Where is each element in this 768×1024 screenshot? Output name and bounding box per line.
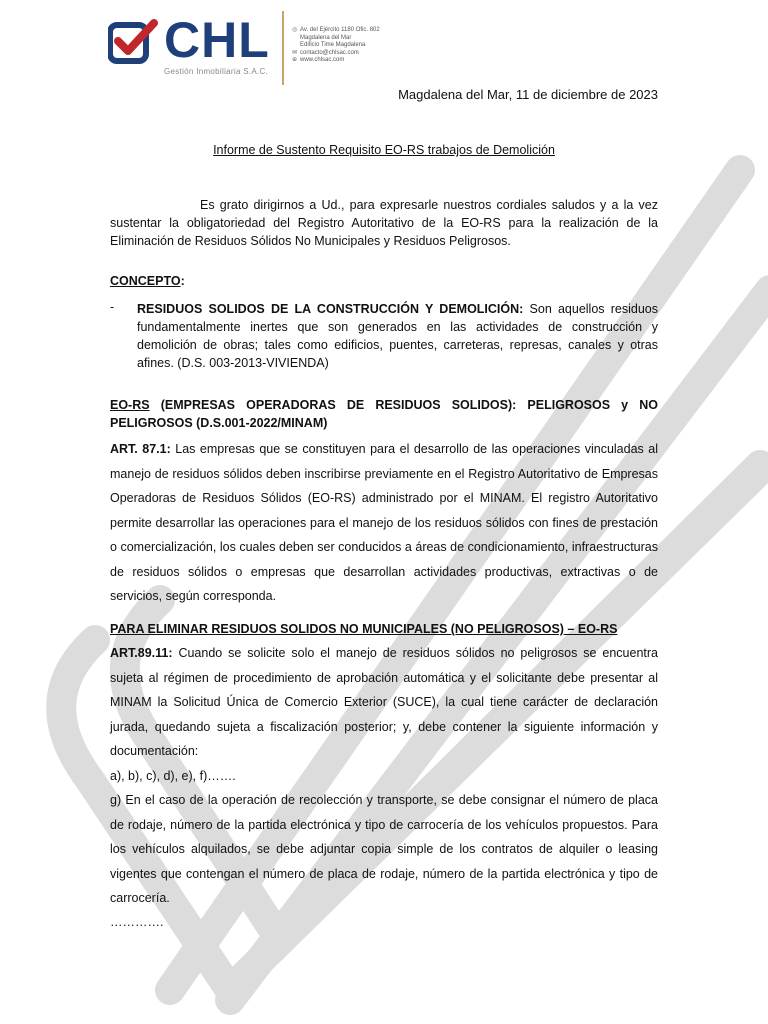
contact-address: ◎ Av. del Ejército 1180 Ofic. 802 [292,27,380,33]
section-heading-no-peligrosos: PARA ELIMINAR RESIDUOS SOLIDOS NO MUNICIPALES (NO PELIGROSOS) – EO-RS [110,622,618,636]
contact-building: Edificio Time Magdalena [300,42,366,49]
date-line: Magdalena del Mar, 11 de diciembre de 2023 [398,87,658,102]
article-87-1: ART. 87.1: Las empresas que se constituyen para el desarrollo de las operaciones vinculadas al manejo de residuos sólidos deben inscribirse previamente en el Registro Autoritativo de Empresas Operadoras de Residuos Sólidos (EO-RS) administrado por el MINAM. El registro Autoritativo permite desarrollar las operaciones para el manejo de los residuos sólidos con fines de prestación o comercialización, los cuales deben ser conducidos a áreas de condicionamiento, infraestructuras de residuos sólidos o empresas que desarrollan actividades productivas, extractivas o de servicios, según corresponda. [110,442,659,603]
concept-definition: RESIDUOS SOLIDOS DE LA CONSTRUCCIÓN Y DEMOLICIÓN: Son aquellos residuos fundamentalmente inertes que son generados en las actividades de construcción y demolición de obras; tales como edificios, puentes, carreteras, represas, canales y otras afines. (D.S. 003-2013-VIVIENDA) [137,302,658,370]
check-logo-icon [108,19,160,65]
location-icon: ◎ [292,27,298,33]
ellipsis-line: …………. [110,915,164,929]
item-g: g) En el caso de la operación de recolección y transporte, se debe consignar el número de placa de rodaje, número de la partida electrónica y tipo de carrocería de los vehículos propuestos. Para los vehículos alquilados, se debe adjuntar copia simple de los contratos de alquiler o leasing vigentes que contengan el número de placa de rodaje, número de la partida electrónica y tipo de carrocería. [110,793,658,905]
intro-paragraph: Es grato dirigirnos a Ud., para expresarle nuestros cordiales saludos y a la vez sustentar la obligatoriedad del Registro Autoritativo de la EO-RS para la realización de la Eliminación de Residuos Sólidos No Municipales y Residuos Peligrosos. [110,198,658,248]
article-89-11: ART.89.11: Cuando se solicite solo el manejo de residuos sólidos no peligrosos se encuentra sujeta al régimen de procedimiento de aprobación automática y el solicitante debe presentar al MINAM la Solicitud Única de Comercio Exterior (SUCE), la cual tiene carácter de declaración jurada, quedando sujeta a fiscalización posterior; y, debe contener la siguiente información y documentación: [110,646,658,758]
contact-block [292,27,380,65]
bullet-dash: - [110,300,115,314]
eors-heading: EO-RS (EMPRESAS OPERADORAS DE RESIDUOS SOLIDOS): PELIGROSOS y NO PELIGROSOS (D.S.001-2022/MINAM) [110,398,658,430]
web-icon: ⊕ [292,57,298,64]
contact-email: ✉ contacto@chlsac.com [292,49,359,56]
logo-subtitle: Gestión Inmobiliaria S.A.C. [164,67,269,76]
logo-text: CHL [164,12,270,68]
logo-divider [282,11,284,85]
company-logo [108,12,398,89]
contact-district: Magdalena del Mar [300,34,352,41]
email-icon: ✉ [292,49,298,56]
list-items: a), b), c), d), e), f)……. [110,769,236,783]
contact-web: ⊕ www.chlsac.com [292,57,345,64]
document-title: Informe de Sustento Requisito EO-RS trabajos de Demolición [213,143,555,157]
concept-heading: CONCEPTO: [110,274,185,288]
